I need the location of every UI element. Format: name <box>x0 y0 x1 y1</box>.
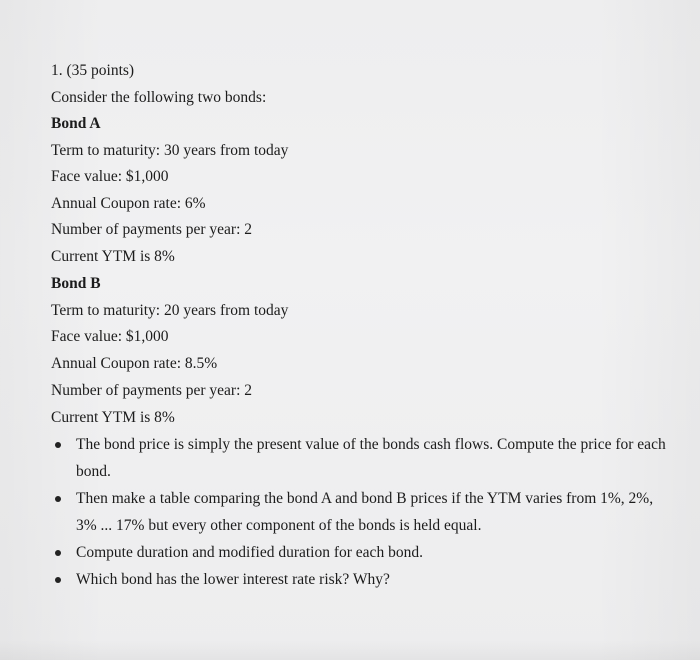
bond-a-payments: Number of payments per year: 2 <box>51 221 253 238</box>
bullet-icon <box>55 550 61 556</box>
page-bottom-shadow <box>0 640 700 660</box>
task-list <box>52 431 672 593</box>
bond-b-payments: Number of payments per year: 2 <box>51 382 253 399</box>
bond-a-term: Term to maturity: 30 years from today <box>51 142 289 159</box>
bullet-icon <box>55 496 61 502</box>
bond-b-term: Term to maturity: 20 years from today <box>51 302 289 319</box>
list-item <box>52 539 672 566</box>
bond-b-coupon-rate: Annual Coupon rate: 8.5% <box>51 355 218 372</box>
question-heading: 1. (35 points) <box>51 62 135 79</box>
bond-b-title: Bond B <box>51 275 101 292</box>
bullet-icon <box>55 577 61 583</box>
bond-a-ytm: Current YTM is 8% <box>51 248 175 265</box>
bond-a-title: Bond A <box>51 115 101 132</box>
task-text: Compute duration and modified duration for each bond. <box>76 544 423 561</box>
task-text: Then make a table comparing the bond A and bond B prices if the YTM varies from 1%, 2%, 3% ... 17% but every other component of the bonds is held equal. <box>76 490 654 534</box>
bond-b-ytm: Current YTM is 8% <box>51 409 175 426</box>
bond-b-face-value: Face value: $1,000 <box>51 328 169 345</box>
list-item <box>52 431 672 485</box>
bond-a-face-value: Face value: $1,000 <box>51 168 169 185</box>
list-item <box>52 566 672 593</box>
bond-a-coupon-rate: Annual Coupon rate: 6% <box>51 195 206 212</box>
list-item <box>52 485 672 539</box>
bullet-icon <box>55 442 61 448</box>
task-text: Which bond has the lower interest rate risk? Why? <box>76 571 390 588</box>
task-text: The bond price is simply the present value of the bonds cash flows. Compute the price for each bond. <box>76 436 666 480</box>
question-intro: Consider the following two bonds: <box>51 89 267 106</box>
